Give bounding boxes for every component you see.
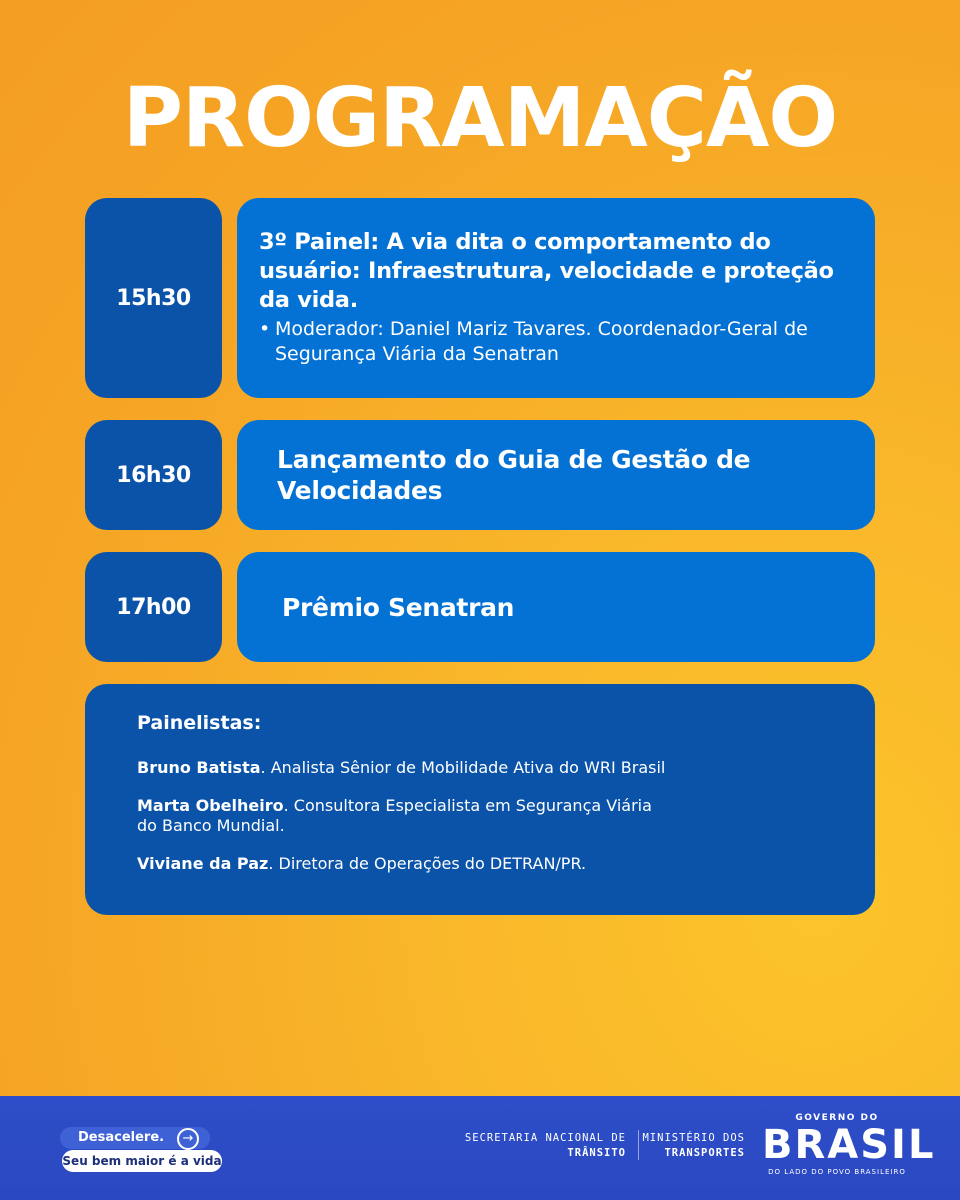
governo-brasil-logo [762,1113,936,1177]
panelists-box [85,684,875,915]
panelist-entry [137,854,845,874]
schedule-title: Lançamento do Guia de Gestão de Velocidades [277,445,751,505]
time-box-3 [85,552,222,662]
time-label: 16h30 [116,462,191,488]
org-ministerio [632,1131,745,1161]
schedule-title: 3º Painel: A via dita o comportamento do usuário: Infraestrutura, velocidade e proteção da vida. [259,229,834,313]
panelist-desc: . Diretora de Operações do DETRAN/PR. [268,854,587,873]
org-line: SECRETARIA NACIONAL DE [464,1132,626,1144]
slogan-tagline: Seu bem maior é a vida [62,1150,222,1172]
time-box-1 [85,198,222,398]
panelist-entry [137,796,845,836]
time-box-2 [85,420,222,530]
panelist-entry [137,758,845,778]
slogan-pill: Desacelere. [60,1127,210,1149]
schedule-item-2 [237,420,875,530]
panelist-name: Bruno Batista [137,758,261,777]
schedule-bullet [259,317,855,367]
schedule-item-1 [237,198,875,398]
panelist-desc-line2: do Banco Mundial. [137,816,285,835]
org-line: MINISTÉRIO DOS [642,1132,745,1144]
time-label: 15h30 [116,285,191,311]
panelist-desc: . Analista Sênior de Mobilidade Ativa do WRI Brasil [260,758,666,777]
bullet-icon: • [259,318,271,340]
org-line: TRÂNSITO [567,1147,626,1159]
org-line: TRANSPORTES [664,1147,745,1159]
org-senatran [440,1131,626,1161]
panelists-title: Painelistas: [137,712,262,734]
schedule-title: Prêmio Senatran [282,592,515,622]
arrow-right-circle-icon: → [177,1128,199,1150]
time-label: 17h00 [116,594,191,620]
panelist-name: Viviane da Paz [137,854,269,873]
brand-top: GOVERNO DO [795,1113,879,1123]
panelist-name: Marta Obelheiro [137,796,284,815]
schedule-bullet-text: Moderador: Daniel Mariz Tavares. Coordenador-Geral de Segurança Viária da Senatran [275,318,808,365]
schedule-item-3 [237,552,875,662]
brand-tagline: DO LADO DO POVO BRASILEIRO [768,1168,906,1176]
panelist-desc: . Consultora Especialista em Segurança Viária [283,796,652,815]
brand-main: BRASIL [762,1122,936,1168]
page-title: PROGRAMAÇÃO [122,71,838,166]
